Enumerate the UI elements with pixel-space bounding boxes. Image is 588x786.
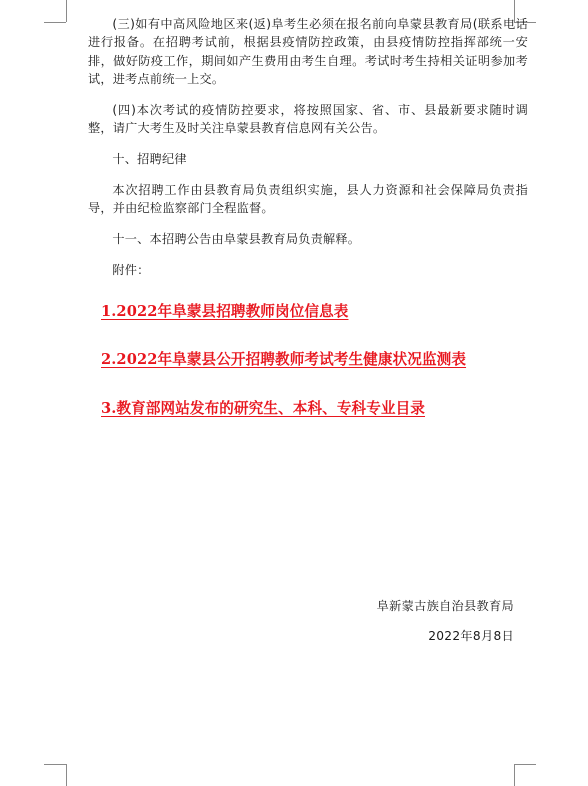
attachment-link-1[interactable]: 1.2022年阜蒙县招聘教师岗位信息表: [101, 303, 349, 320]
discipline-paragraph: 本次招聘工作由县教育局负责组织实施，县人力资源和社会保障局负责指导，并由纪检监察部门全程监督。: [88, 183, 528, 216]
attachment-link-2[interactable]: 2.2022年阜蒙县公开招聘教师考试考生健康状况监测表: [101, 351, 467, 368]
interpretation-paragraph: 十一、本招聘公告由阜蒙县教育局负责解释。: [112, 232, 361, 246]
discipline-heading-block: [88, 150, 528, 168]
attachment-link-3[interactable]: 3.教育部网站发布的研究生、本科、专科专业目录: [101, 400, 426, 417]
issue-date: 2022年8月8日: [428, 629, 514, 643]
health-report-paragraph: (三)如有中高风险地区来(返)阜考生必须在报名前向阜蒙县教育局(联系电话进行报备。在招聘考试前，根据县疫情防控政策，由县疫情防控指挥部统一安排，做好防疫工作，期间如产生费用由考生自理。考试时考生持相关证明参加考试，进考点前统一上交。: [88, 17, 528, 87]
interpretation-paragraph-block: [88, 230, 528, 248]
policy-update-paragraph: (四)本次考试的疫情防控要求，将按照国家、省、市、县最新要求随时调整，请广大考生及时关注阜蒙县教育信息网有关公告。: [88, 103, 528, 136]
crop-mark-bottom-left-v: [66, 764, 67, 786]
discipline-paragraph-block: [88, 181, 528, 218]
health-report-paragraph-block: [88, 15, 528, 89]
crop-mark-bottom-right-h: [514, 764, 536, 765]
crop-mark-top-left-v: [66, 0, 67, 22]
issuer-name: 阜新蒙古族自治县教育局: [376, 599, 514, 613]
attachments-label: 附件：: [112, 263, 150, 277]
crop-mark-top-left-h: [44, 22, 66, 23]
attachments-label-block: [88, 261, 528, 279]
policy-update-paragraph-block: [88, 101, 528, 138]
crop-mark-bottom-right-v: [514, 764, 515, 786]
crop-mark-bottom-left-h: [44, 764, 66, 765]
discipline-heading: 十、招聘纪律: [112, 152, 187, 166]
